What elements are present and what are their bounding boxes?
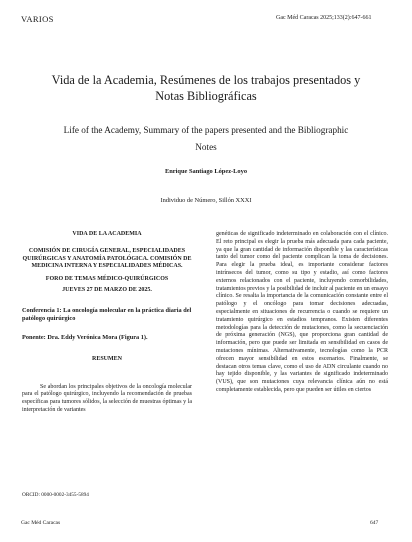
section-label: VARIOS (21, 14, 54, 24)
left-column (22, 231, 192, 415)
speaker-line: Ponente: Dra. Eddy Verónica Mora (Figura 1). (22, 333, 148, 341)
orcid-line: ORCID: 0000-0002-3455-5894 (22, 492, 89, 498)
conference-title: Conferencia 1: La oncología molecular en la práctica diaria del patólogo quirúrgico (22, 307, 192, 323)
journal-reference: Gac Méd Caracas 2025;133(2):647-661 (276, 15, 372, 21)
author-affiliation: Individuo de Número, Sillón XXXI (160, 197, 252, 204)
page-number: 647 (370, 520, 379, 526)
heading-foro: FORO DE TEMAS MÉDICO-QUIRÚRGICOS (45, 275, 169, 282)
article-title-english: Life of the Academy, Summary of the papers presented and the Bibliographic Notes (63, 125, 349, 152)
body-paragraph: Se abordan los principales objetivos de la oncología molecular para el patólogo quirúrgico, incluyendo la recomendación de pruebas específicas para tumores sólidos, la selección de muestras óptimas y la interpretación de variantes (22, 383, 192, 414)
heading-comision: COMISIÓN DE CIRUGÍA GENERAL, ESPECIALIDADES QUIRÚRGICAS Y ANATOMÍA PATOLÓGICA. COMISIÓN DE MEDICINA INTERNA Y ESPECIALIDADES MÉDICAS. (22, 248, 192, 270)
author-name: Enrique Santiago López-Loyo (164, 168, 248, 175)
footer-journal: Gac Méd Caracas (21, 520, 61, 526)
right-column-text: genéticas de significado indeterminado en colaboración con el clínico. El reto principal es elegir la prueba más adecuada para cada paciente, ya que la gran cantidad de información disponible y las características tanto del tumor como del paciente complican la toma de decisiones. Para elegir la prueba ideal, es importante considerar factores intrínsecos del tumor, como su tipo y estadio, así como factores externos relacionados con el paciente, incluyendo comorbilidades, tratamientos previos y la posibilidad de incluir al paciente en un ensayo clínico. Se resalta la importancia de la comunicación constante entre el patólogo y el oncólogo para tomar decisiones adecuadas, especialmente en situaciones de recurrencia o cuando se requiere un tratamiento quirúrgico en estadios tempranos. Existen diferentes metodologías para la detección de mutaciones, como la secuenciación de próxima generación (NGS), que proporciona gran cantidad de información, pero que puede ser limitada en sensibilidad en casos de mutaciones mínimas. Alternativamente, tecnologías como la PCR ofrecen mayor sensibilidad en estos escenarios. Finalmente, se destacan otros temas clave, como el uso de ADN circulante cuando no hay tejido disponible, y las variantes de significado indeterminado (VUS), que son mutaciones cuya relevancia clínica aún no está completamente establecida, pero que pueden ser útiles en ciertos (216, 231, 388, 393)
resumen-heading: RESUMEN (91, 356, 122, 363)
heading-date: JUEVES 27 DE MARZO DE 2025. (62, 287, 152, 294)
heading-vida-academia: VIDA DE LA ACADEMIA (72, 231, 142, 237)
article-title-spanish: Vida de la Academia, Resúmenes de los trabajos presentados y Notas Bibliográficas (51, 73, 361, 103)
